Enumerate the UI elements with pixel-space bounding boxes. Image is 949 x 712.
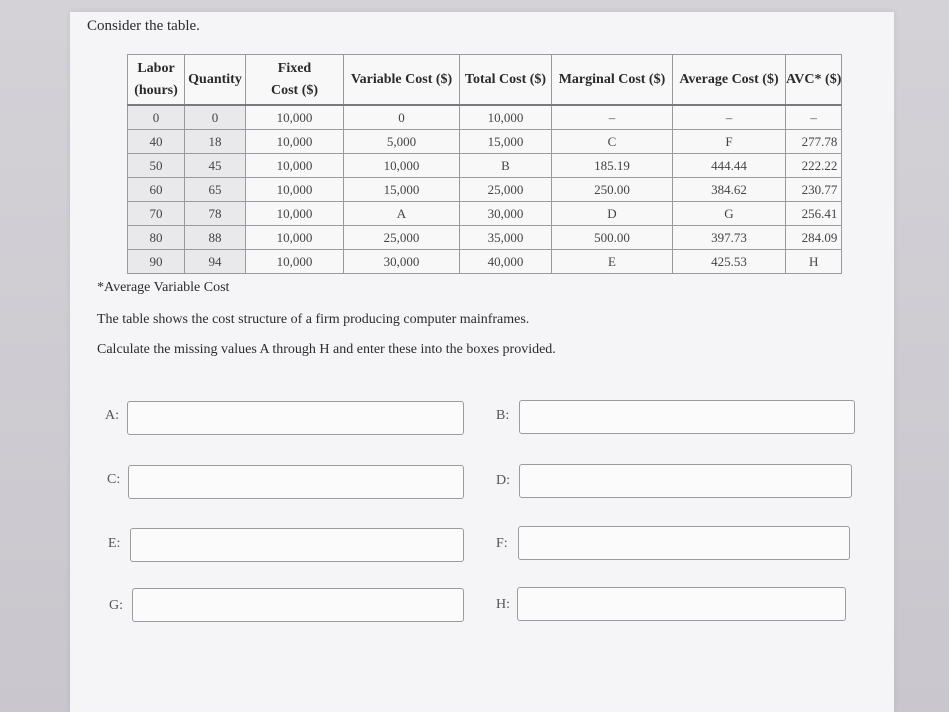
table-cell: 25,000 [344, 226, 460, 250]
question-panel [70, 12, 894, 712]
table-row [128, 154, 842, 178]
answer-label-d: D: [496, 473, 510, 488]
answer-input-c[interactable] [128, 465, 464, 499]
col-header-labor: Labor (hours) [128, 55, 185, 106]
problem-instruction: Calculate the missing values A through H and enter these into the boxes provided. [97, 342, 556, 357]
answer-input-d[interactable] [519, 464, 852, 498]
table-cell: 10,000 [246, 105, 344, 130]
col-header-variable-cost: Variable Cost ($) [344, 55, 460, 106]
table-row [128, 130, 842, 154]
answer-input-h[interactable] [517, 587, 846, 621]
table-cell: 10,000 [344, 154, 460, 178]
table-cell: 35,000 [460, 226, 552, 250]
answer-label-e: E: [108, 536, 121, 551]
table-cell: 500.00 [552, 226, 673, 250]
table-cell: 15,000 [460, 130, 552, 154]
table-cell: 425.53 [673, 250, 786, 274]
answer-label-b: B: [496, 408, 510, 423]
cost-table [127, 54, 842, 274]
answer-label-f: F: [496, 536, 508, 551]
table-cell: 45 [185, 154, 246, 178]
table-cell: 88 [185, 226, 246, 250]
table-cell: B [460, 154, 552, 178]
table-cell: 90 [128, 250, 185, 274]
table-cell: F [673, 130, 786, 154]
answer-label-h: H: [496, 597, 510, 612]
answer-input-f[interactable] [518, 526, 850, 560]
problem-description: The table shows the cost structure of a firm producing computer mainframes. [97, 312, 530, 327]
table-cell: G [673, 202, 786, 226]
table-cell: 40 [128, 130, 185, 154]
table-cell: 10,000 [246, 130, 344, 154]
table-cell: 0 [185, 105, 246, 130]
table-cell: 284.09 [786, 226, 842, 250]
table-header-row [128, 55, 842, 106]
table-cell: 80 [128, 226, 185, 250]
table-cell: 94 [185, 250, 246, 274]
table-cell: 0 [344, 105, 460, 130]
table-row [128, 105, 842, 130]
table-cell: 15,000 [344, 178, 460, 202]
table-cell: – [552, 105, 673, 130]
table-cell: 30,000 [344, 250, 460, 274]
answer-label-c: C: [107, 472, 121, 487]
table-cell: 65 [185, 178, 246, 202]
col-header-average-cost: Average Cost ($) [673, 55, 786, 106]
table-cell: 18 [185, 130, 246, 154]
intro-text: Consider the table. [87, 18, 200, 34]
table-row [128, 202, 842, 226]
table-cell: 10,000 [246, 250, 344, 274]
table-cell: 10,000 [246, 154, 344, 178]
table-cell: 60 [128, 178, 185, 202]
table-cell: 25,000 [460, 178, 552, 202]
col-header-avc: AVC* ($) [786, 55, 842, 106]
table-cell: 10,000 [246, 226, 344, 250]
table-cell: 444.44 [673, 154, 786, 178]
table-cell: E [552, 250, 673, 274]
answer-input-b[interactable] [519, 400, 855, 434]
avc-footnote: *Average Variable Cost [97, 280, 230, 295]
answer-input-a[interactable] [127, 401, 464, 435]
table-row [128, 178, 842, 202]
table-cell: 10,000 [460, 105, 552, 130]
table-cell: D [552, 202, 673, 226]
col-header-total-cost: Total Cost ($) [460, 55, 552, 106]
table-cell: 397.73 [673, 226, 786, 250]
table-cell: A [344, 202, 460, 226]
table-cell: 50 [128, 154, 185, 178]
table-cell: C [552, 130, 673, 154]
table-cell: 0 [128, 105, 185, 130]
table-cell: 30,000 [460, 202, 552, 226]
table-cell: 10,000 [246, 202, 344, 226]
col-header-marginal-cost: Marginal Cost ($) [552, 55, 673, 106]
table-row [128, 226, 842, 250]
col-header-quantity: Quantity [185, 55, 246, 106]
table-cell: 277.78 [786, 130, 842, 154]
table-cell: 10,000 [246, 178, 344, 202]
table-row [128, 250, 842, 274]
table-cell: 70 [128, 202, 185, 226]
table-cell: – [786, 105, 842, 130]
table-cell: 256.41 [786, 202, 842, 226]
answer-label-a: A: [105, 408, 119, 423]
answer-input-e[interactable] [130, 528, 464, 562]
table-cell: – [673, 105, 786, 130]
col-header-fixed-cost: Fixed Cost ($) [246, 55, 344, 106]
answer-label-g: G: [109, 598, 123, 613]
table-cell: 230.77 [786, 178, 842, 202]
table-cell: 185.19 [552, 154, 673, 178]
table-cell: 5,000 [344, 130, 460, 154]
table-cell: 250.00 [552, 178, 673, 202]
table-cell: 40,000 [460, 250, 552, 274]
table-cell: 222.22 [786, 154, 842, 178]
table-cell: 78 [185, 202, 246, 226]
table-cell: H [786, 250, 842, 274]
table-cell: 384.62 [673, 178, 786, 202]
answer-input-g[interactable] [132, 588, 464, 622]
